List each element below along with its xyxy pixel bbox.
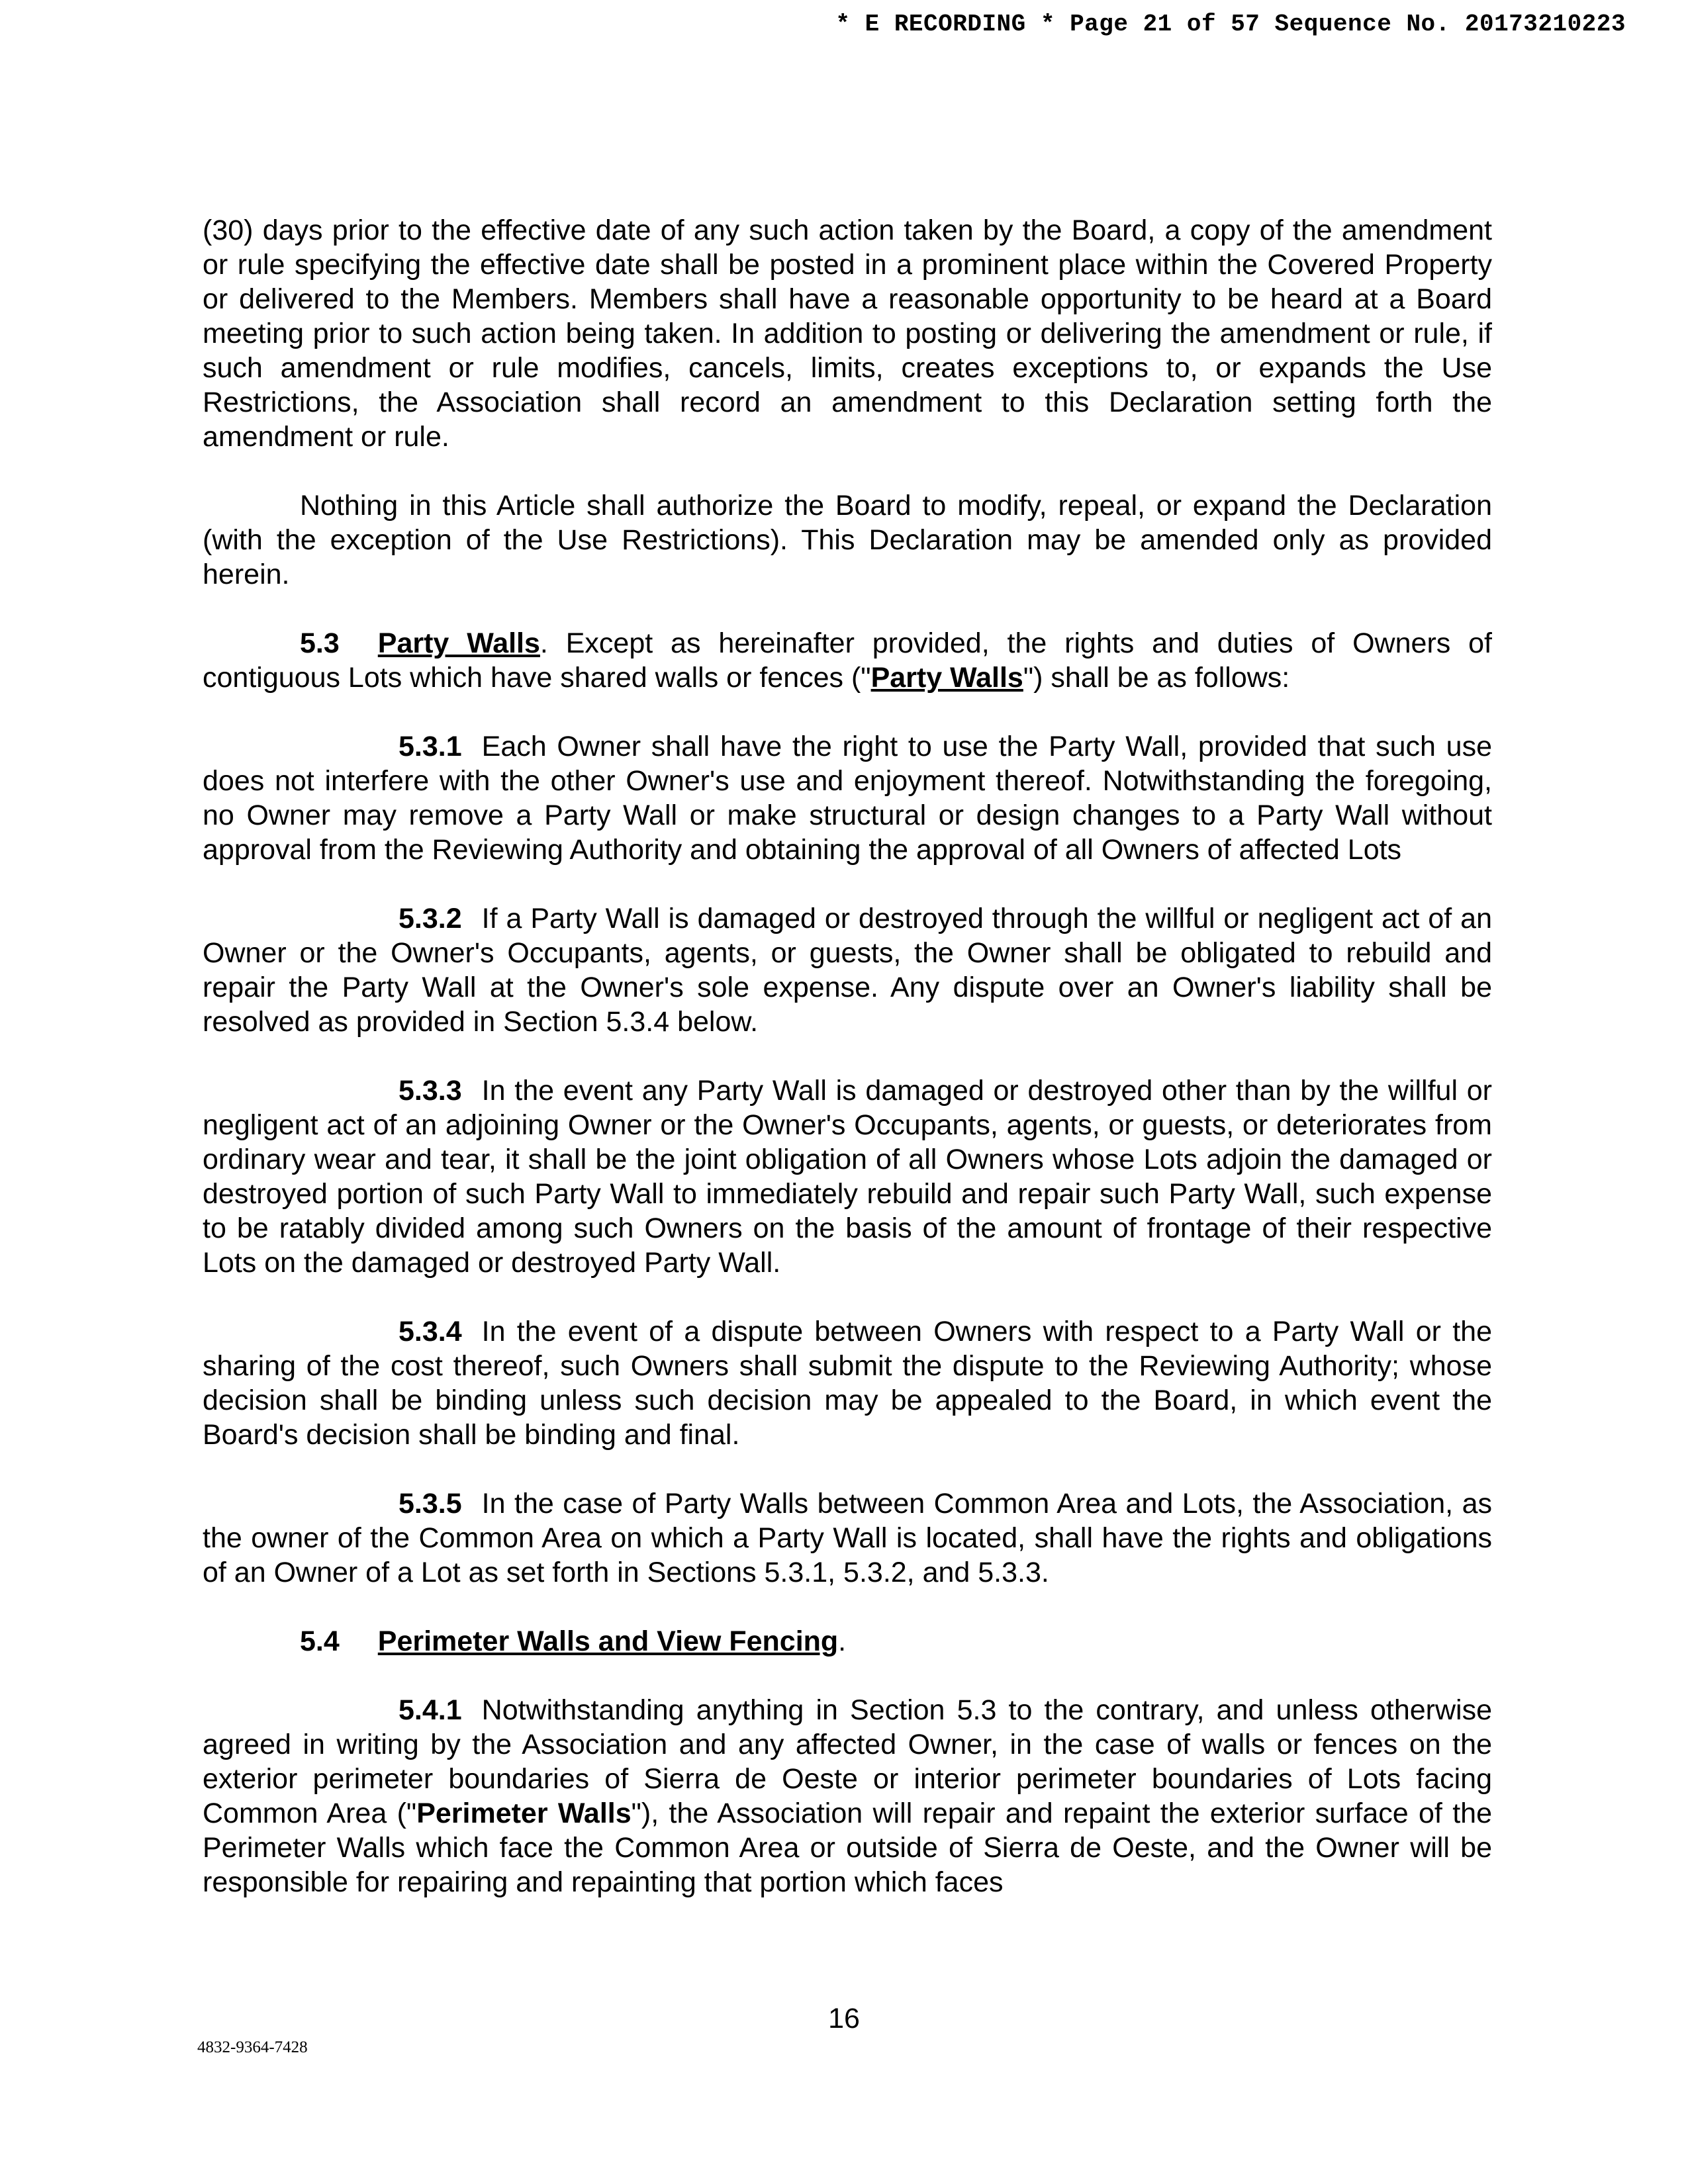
recording-stamp-header: * E RECORDING * Page 21 of 57 Sequence No. 20173210223 [835,11,1626,38]
subsection-number: 5.3.5 [399,1488,462,1520]
section-title-period: . [838,1625,847,1657]
defined-term: Perimeter Walls [416,1797,632,1829]
document-id: 4832-9364-7428 [197,2038,308,2056]
paragraph-article-limitation: Nothing in this Article shall authorize the Board to modify, repeal, or expand the Declaration (with the exception of the Use Restrictions). This Declaration may be amended only as provided herein. [203,490,1492,590]
subsection-text: In the event any Party Wall is damaged or destroyed other than by the willful or negligent act of an adjoining Owner or the Owner's Occupants, agents, or guests, or deteriorates from ordinary wear and tear, it shall be the joint obligation of all Owners whose Lots adjoin the damaged or destroyed portion of such Party Wall to immediately rebuild and repair such Party Wall, such expense to be ratably divided among such Owners on the basis of the amount of frontage of their respective Lots on the damaged or destroyed Party Wall. [203,1075,1492,1279]
subsection-5-3-4 [203,1314,1492,1452]
subsection-text: In the case of Party Walls between Common Area and Lots, the Association, as the owner of the Common Area on which a Party Wall is located, shall have the rights and obligations of an Owner of a Lot as set forth in Sections 5.3.1, 5.3.2, and 5.3.3. [203,1488,1492,1588]
defined-term: Party Walls [870,662,1023,694]
subsection-text: In the event of a dispute between Owners with respect to a Party Wall or the sharing of the cost thereof, such Owners shall submit the dispute to the Reviewing Authority; whose decision shall be binding unless such decision may be appealed to the Board, in which event the Board's decision shall be binding and final. [203,1316,1492,1451]
section-text: ") shall be as follows: [1023,662,1290,694]
subsection-number: 5.3.3 [399,1075,462,1107]
subsection-5-3-5 [203,1486,1492,1590]
subsection-text: Each Owner shall have the right to use the Party Wall, provided that such use does not interfere with the other Owner's use and enjoyment thereof. Notwithstanding the foregoing, no Owner may remove a Party Wall or make structural or design changes to a Party Wall without approval from the Reviewing Authority and obtaining the approval of all Owners of affected Lots [203,731,1492,866]
section-number: 5.4 [300,1625,340,1657]
subsection-5-4-1 [203,1693,1492,1899]
page-number: 16 [828,2003,860,2034]
section-number: 5.3 [300,627,340,659]
subsection-number: 5.4.1 [399,1694,462,1726]
document-body [203,213,1492,1934]
paragraph-continuation: (30) days prior to the effective date of any such action taken by the Board, a copy of the amendment or rule specifying the effective date shall be posted in a prominent place within the Covered Property or delivered to the Members. Members shall have a reasonable opportunity to be heard at a Board meeting prior to such action being taken. In addition to posting or delivering the amendment or rule, if such amendment or rule modifies, cancels, limits, creates exceptions to, or expands the Use Restrictions, the Association shall record an amendment to this Declaration setting forth the amendment or rule. [203,214,1492,453]
subsection-5-3-1 [203,729,1492,867]
subsection-number: 5.3.1 [399,731,462,762]
section-5-4-heading [203,1624,1492,1659]
section-5-3 [203,626,1492,695]
subsection-number: 5.3.4 [399,1316,462,1347]
section-title: Perimeter Walls and View Fencing [377,1625,839,1657]
subsection-text: If a Party Wall is damaged or destroyed through the willful or negligent act of an Owner or the Owner's Occupants, agents, or guests, the Owner shall be obligated to rebuild and repair the Party Wall at the Owner's sole expense. Any dispute over an Owner's liability shall be resolved as provided in Section 5.3.4 below. [203,903,1492,1038]
section-title: Party Walls [377,627,540,659]
subsection-number: 5.3.2 [399,903,462,934]
subsection-5-3-3 [203,1073,1492,1280]
subsection-5-3-2 [203,901,1492,1039]
subsection-text: Notwithstanding anything in Section 5.3 to the contrary, and unless otherwise agreed in writing by the Association and any affected Owner, in the case of walls or fences on the exterior perimeter boundaries of Sierra de Oeste or interior perimeter boundaries of Lots facing Common Area (" [203,1694,1492,1829]
section-text: . Except as hereinafter provided, the rights and duties of Owners of contiguous Lots which have shared walls or fences (" [203,627,1492,694]
subsection-text: "), the Association will repair and repaint the exterior surface of the Perimeter Walls which face the Common Area or outside of Sierra de Oeste, and the Owner will be responsible for repairing and repainting that portion which faces [203,1797,1493,1898]
